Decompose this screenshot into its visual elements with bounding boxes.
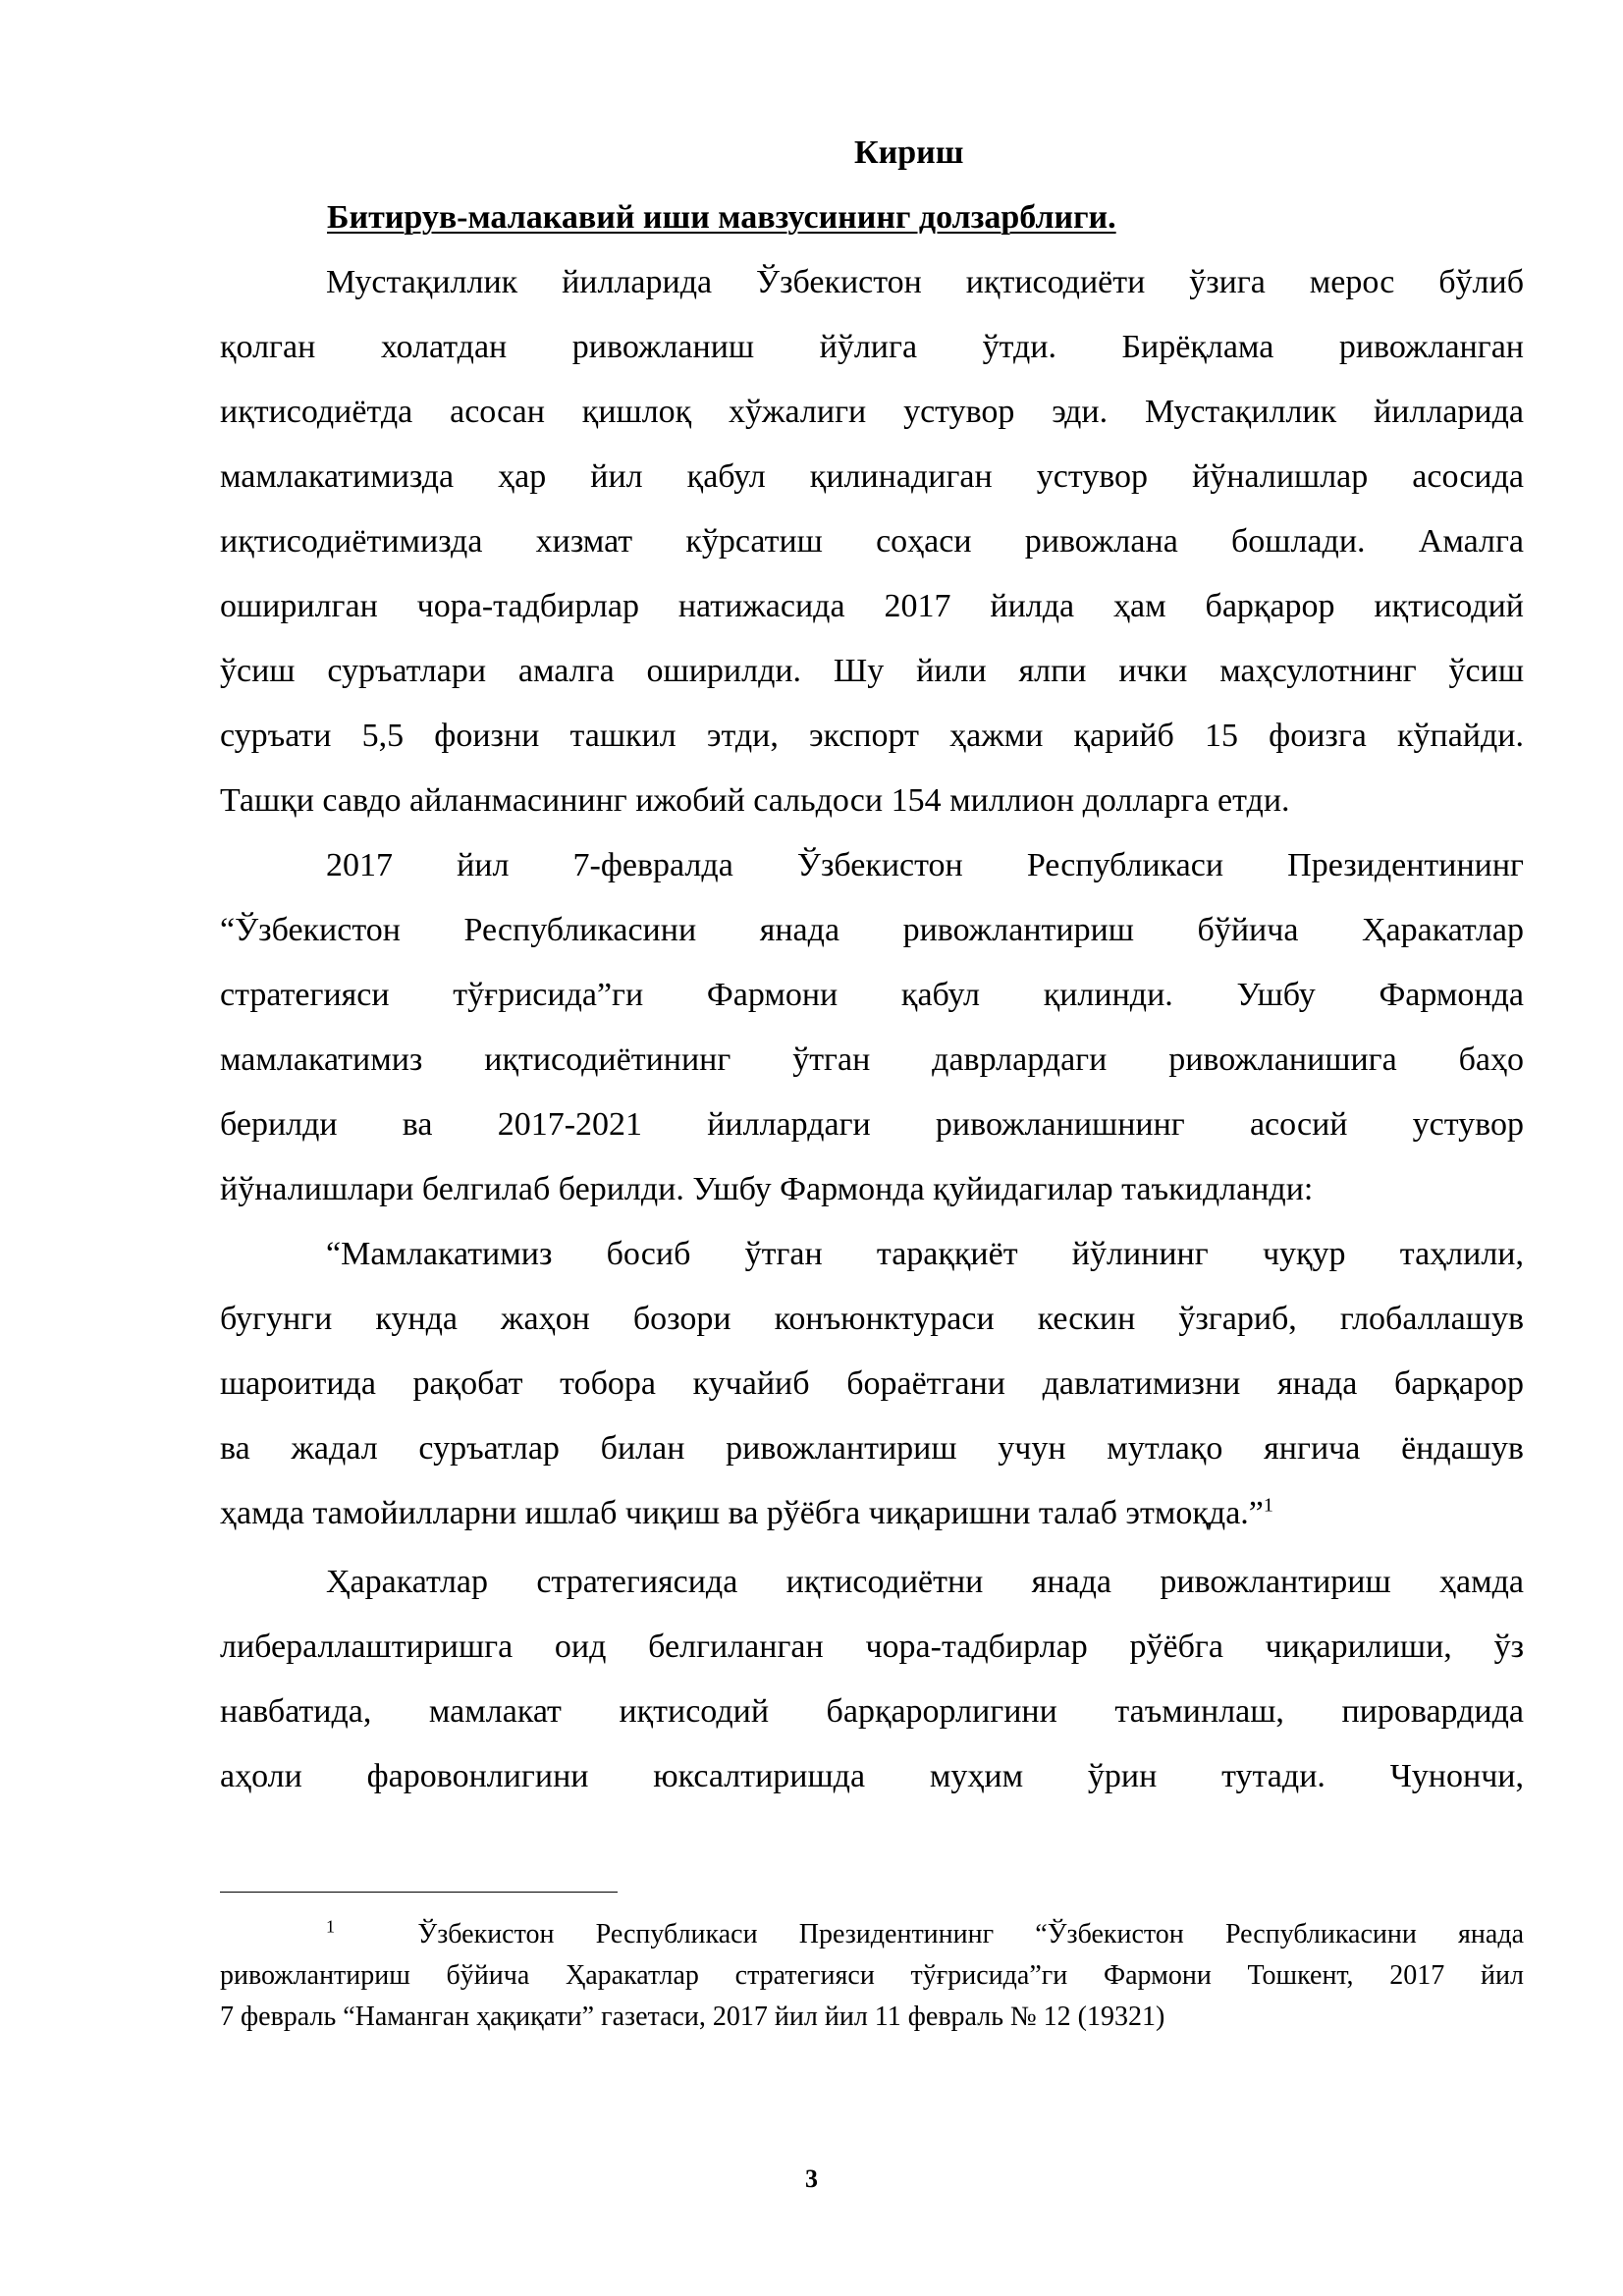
body-line: оширилган чора-тадбирлар натижасида 2017 йилда ҳам барқарор иқтисодий bbox=[220, 588, 1524, 624]
body-line: ва жадал суръатлар билан ривожлантириш учун мутлақо янгича ёндашув bbox=[220, 1430, 1524, 1467]
body-line: ўсиш суръатлари амалга оширилди. Шу йили ялпи ички маҳсулотнинг ўсиш bbox=[220, 653, 1524, 689]
body-line: Ҳаракатлар стратегиясида иқтисодиётни янада ривожлантириш ҳамда bbox=[326, 1564, 1524, 1600]
body-line: мамлакатимизда ҳар йил қабул қилинадиган устувор йўналишлар асосида bbox=[220, 458, 1524, 495]
body-line: 2017 йил 7-февралда Ўзбекистон Республикаси Президентининг bbox=[326, 847, 1524, 883]
body-line: аҳоли фаровонлигини юксалтиришда муҳим ўрин тутади. Чунончи, bbox=[220, 1758, 1524, 1794]
body-line: иқтисодиётда асосан қишлоқ хўжалиги устувор эди. Мустақиллик йилларида bbox=[220, 394, 1524, 430]
body-line: Мустақиллик йилларида Ўзбекистон иқтисодиёти ўзига мерос бўлиб bbox=[326, 264, 1524, 300]
body-line: йўналишлари белгилаб берилди. Ушбу Фармонда қуйидагилар таъкидланди: bbox=[220, 1171, 1314, 1207]
body-line: суръати 5,5 фоизни ташкил этди, экспорт ҳажми қарийб 15 фоизга кўпайди. bbox=[220, 718, 1524, 754]
footnote-line: ривожлантириш бўйича Ҳаракатлар стратегияси тўғрисида”ги Фармони Тошкент, 2017 йил bbox=[220, 1960, 1524, 1991]
body-line: “Мамлакатимиз босиб ўтган тараққиёт йўлининг чуқур таҳлили, bbox=[326, 1236, 1524, 1272]
body-line: мамлакатимиз иқтисодиётининг ўтган даврлардаги ривожланишига баҳо bbox=[220, 1041, 1524, 1078]
page-number: 3 bbox=[805, 2164, 818, 2193]
footnote-reference: 1 bbox=[1263, 1494, 1273, 1517]
body-line: қолган холатдан ривожланиш йўлига ўтди. Бирёқлама ривожланган bbox=[220, 329, 1524, 365]
footnote-line: 7 февраль “Наманган ҳақиқати” газетаси, 2017 йил йил 11 февраль № 12 (19321) bbox=[220, 2002, 1165, 2032]
body-line-with-footnote bbox=[220, 1494, 1524, 1533]
footnote-number: 1 bbox=[326, 1916, 335, 1937]
body-line: либераллаштиришга оид белгиланган чора-тадбирлар рўёбга чиқарилиши, ўз bbox=[220, 1629, 1524, 1665]
body-line: стратегияси тўғрисида”ги Фармони қабул қилинди. Ушбу Фармонда bbox=[220, 977, 1524, 1013]
body-line: иқтисодиётимизда хизмат кўрсатиш соҳаси ривожлана бошлади. Амалга bbox=[220, 523, 1524, 560]
body-line: шароитида рақобат тобора кучайиб бораётгани давлатимизни янада барқарор bbox=[220, 1365, 1524, 1402]
footnote-separator bbox=[220, 1892, 618, 1893]
footnote-text: Ўзбекистон Республикаси Президентининг “Ўзбекистон Республикасини янада bbox=[417, 1919, 1525, 1949]
section-subtitle: Битирув-малакавий иши мавзусининг долзарблиги. bbox=[327, 199, 1116, 236]
body-line: навбатида, мамлакат иқтисодий барқарорлигини таъминлаш, пировардида bbox=[220, 1693, 1524, 1730]
body-line: “Ўзбекистон Республикасини янада ривожлантириш бўйича Ҳаракатлар bbox=[220, 912, 1524, 948]
page-title: Кириш bbox=[854, 134, 964, 171]
footnote-line bbox=[326, 1918, 1524, 1951]
body-line: бугунги кунда жаҳон бозори конъюнктураси кескин ўзгариб, глобаллашув bbox=[220, 1301, 1524, 1337]
body-line: берилди ва 2017-2021 йиллардаги ривожланишнинг асосий устувор bbox=[220, 1106, 1524, 1143]
body-line: Ташқи савдо айланмасининг ижобий сальдоси 154 миллион долларга етди. bbox=[220, 782, 1290, 819]
body-line-text: ҳамда тамойилларни ишлаб чиқиш ва рўёбга чиқаришни талаб этмоқда.” bbox=[220, 1495, 1264, 1531]
